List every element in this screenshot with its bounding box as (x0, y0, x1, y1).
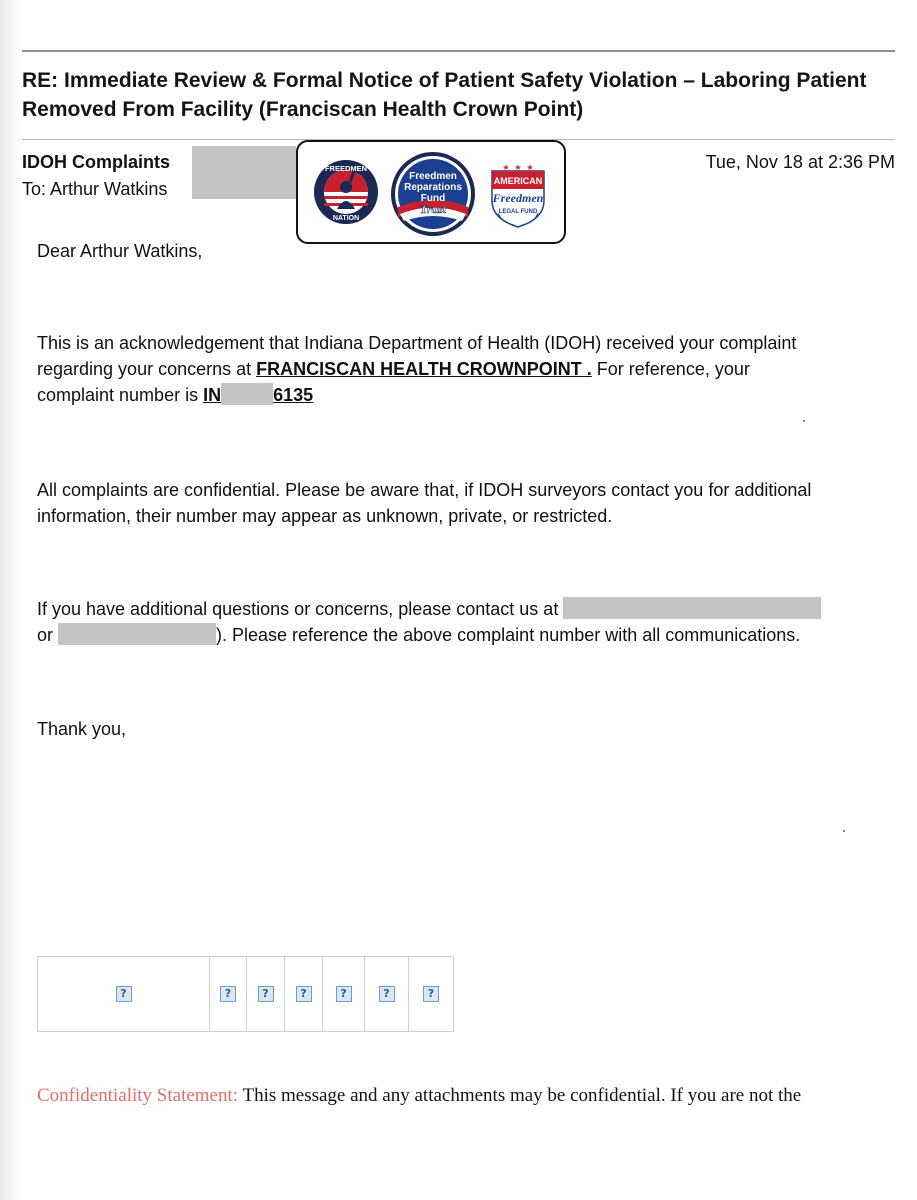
complaint-number-prefix: IN (203, 385, 222, 405)
broken-image-icon[interactable]: ? (423, 986, 439, 1002)
freedmen-nation-bottom-text: NATION (332, 215, 360, 222)
reparations-fund-logo (390, 151, 476, 237)
american-freedmen-legal-fund-logo (484, 161, 552, 229)
broken-image-icon[interactable]: ? (296, 986, 312, 1002)
social-image-cell (210, 957, 247, 1031)
confidentiality-paragraph: All complaints are confidential. Please be aware that, if IDOH surveyors contact you for additional information, their number may appear as unknown, private, or restricted. (37, 480, 812, 526)
legal-fund-line2: Freedmen (492, 191, 544, 205)
social-image-cell (247, 957, 285, 1031)
facility-link[interactable]: FRANCISCAN HEALTH CROWNPOINT . (256, 359, 592, 379)
email-timestamp: Tue, Nov 18 at 2:36 PM (705, 152, 895, 172)
reparations-fund-line2: Reparations (404, 182, 462, 193)
legal-fund-line3: LEGAL FUND (498, 209, 538, 215)
complaint-number-suffix: 6135 (273, 385, 314, 405)
social-image-cell (285, 957, 323, 1031)
stray-dot (803, 420, 805, 422)
reparations-fund-line1: Freedmen (409, 171, 457, 182)
broken-image-icon[interactable]: ? (220, 986, 236, 1002)
broken-image-icon[interactable]: ? (379, 986, 395, 1002)
acknowledgement-text-1: This is an acknowledgement that Indiana Department of Health (IDOH) received your complaint regarding your concerns at (37, 333, 797, 379)
social-image-cell (365, 957, 409, 1031)
confidentiality-label: Confidentiality Statement: (37, 1085, 239, 1106)
social-image-cell (323, 957, 365, 1031)
greeting: Dear Arthur Watkins, (37, 241, 203, 261)
closing: Thank you, (37, 719, 127, 739)
broken-image-icon[interactable]: ? (258, 986, 274, 1002)
reparations-fund-line3: Fund (420, 193, 446, 204)
email-subject: RE: Immediate Review & Formal Notice of Patient Safety Violation – Laboring Patient Removed From Facility (Franciscan Health Crown Point) (22, 69, 867, 121)
contact-or: or (37, 625, 59, 645)
acknowledgement-text-2: For reference, your complaint number is (37, 359, 750, 405)
contact-text-2: ). Please reference the above complaint number with all communications. (216, 625, 801, 645)
confidentiality-text: This message and any attachments may be confidential. If you are not the (238, 1085, 802, 1106)
broken-image-icon[interactable]: ? (336, 986, 352, 1002)
signature-image-cell (38, 957, 210, 1031)
contact-email-redaction (563, 597, 821, 619)
stray-dot (843, 830, 845, 832)
acknowledgement-paragraph (37, 330, 827, 408)
sender-email-redaction (192, 146, 296, 199)
recipient-line[interactable]: To: Arthur Watkins (22, 179, 168, 199)
social-image-cell (409, 957, 453, 1031)
page-edge-shadow (0, 0, 22, 1200)
complaint-number (203, 385, 313, 405)
broken-image-icon[interactable]: ? (116, 986, 132, 1002)
svg-text:★: ★ (502, 163, 510, 172)
legal-fund-line1: AMERICAN (493, 176, 543, 186)
freedmen-nation-logo (313, 159, 379, 225)
signature-image-table (37, 956, 454, 1032)
contact-paragraph (37, 596, 917, 648)
complaint-number-redaction (221, 383, 273, 405)
reparations-fund-line4: Trust (419, 202, 447, 216)
contact-phone-redaction (58, 623, 216, 645)
header-divider (22, 50, 895, 52)
svg-text:★: ★ (514, 163, 522, 172)
freedmen-nation-top-text: FREEDMEN (324, 164, 368, 173)
svg-text:★: ★ (526, 163, 534, 172)
sender-name[interactable]: IDOH Complaints (22, 152, 171, 172)
contact-text-1: If you have additional questions or concerns, please contact us at (37, 599, 564, 619)
confidentiality-statement (37, 1084, 907, 1108)
logo-overlay (296, 140, 566, 244)
